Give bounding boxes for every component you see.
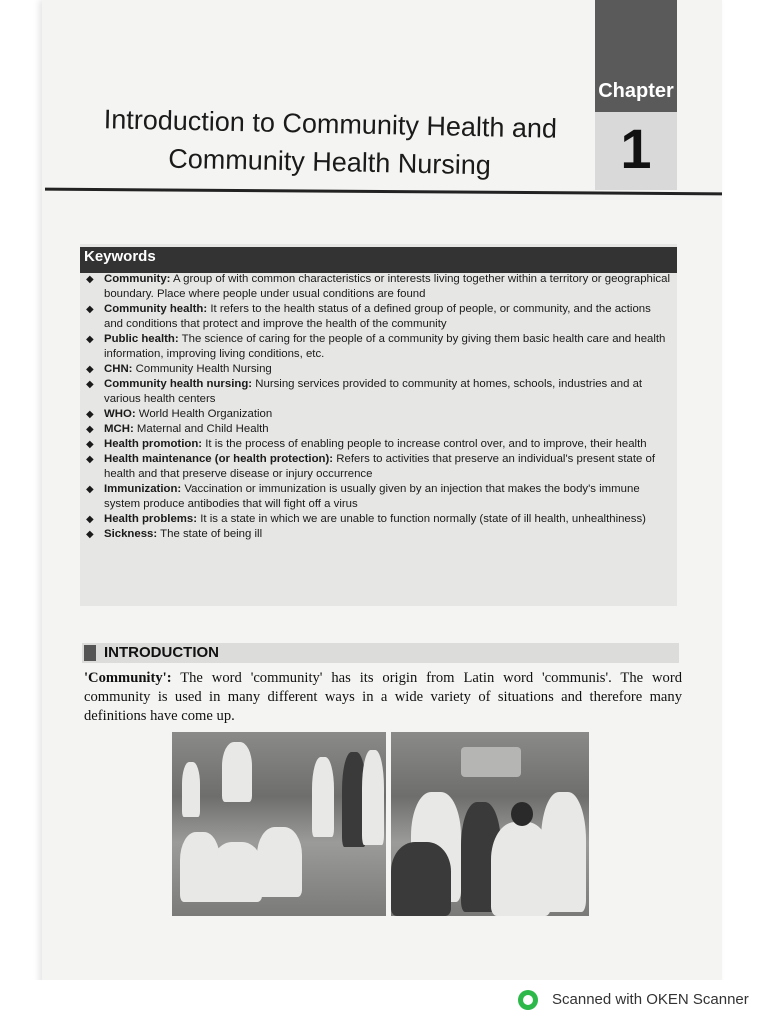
keyword-item [84, 527, 672, 542]
photo-figure [511, 802, 533, 826]
keyword-definition: Refers to activities that preserve an individual's present state of health and that preserve disease or injury occurrence [104, 453, 656, 480]
keyword-item [84, 377, 672, 407]
keyword-definition: World Health Organization [135, 408, 273, 420]
keyword-item [84, 422, 672, 437]
scanner-watermark-text: Scanned with OKEN Scanner [552, 991, 749, 1008]
diamond-bullet-icon: ◆ [86, 334, 94, 345]
keyword-item [84, 407, 672, 422]
keyword-definition: It is the process of enabling people to increase control over, and to improve, their health [202, 438, 647, 450]
keywords-list [84, 272, 672, 542]
chapter-number: 1 [620, 117, 652, 180]
oken-scanner-logo-icon [518, 990, 538, 1010]
keyword-term: Health problems: [104, 513, 198, 525]
keyword-term: CHN: [104, 363, 133, 375]
chapter-label: Chapter [598, 80, 674, 102]
keyword-term: Sickness: [104, 528, 158, 540]
chapter-title [89, 100, 570, 186]
keyword-term: Health maintenance (or health protection): [104, 453, 334, 465]
chapter-badge [595, 0, 677, 190]
photo-figure [257, 827, 302, 897]
diamond-bullet-icon: ◆ [86, 484, 94, 495]
keyword-definition: Nursing services provided to community at homes, schools, industries and at various health centers [104, 378, 643, 405]
keyword-term: Public health: [104, 333, 179, 345]
scanner-footer [0, 980, 768, 1024]
keyword-term: Health promotion: [104, 438, 203, 450]
keyword-item [84, 452, 672, 482]
keyword-item [84, 512, 672, 527]
diamond-bullet-icon: ◆ [86, 274, 94, 285]
keyword-definition: The state of being ill [157, 528, 263, 540]
diamond-bullet-icon: ◆ [86, 364, 94, 375]
keyword-term: MCH: [104, 423, 134, 435]
keyword-term: Community health: [104, 303, 208, 315]
photo-figure [182, 762, 200, 817]
photo-figure [541, 792, 586, 912]
introduction-paragraph [84, 669, 682, 726]
keyword-definition: Maternal and Child Health [133, 423, 269, 435]
keyword-definition: It is a state in which we are unable to function normally (state of ill health, unhealthiness) [197, 513, 646, 525]
keyword-term: Community: [104, 273, 171, 285]
keyword-item [84, 302, 672, 332]
community-photo-left [172, 732, 386, 916]
photo-figure [212, 842, 262, 902]
diamond-bullet-icon: ◆ [86, 529, 94, 540]
photo-figure [461, 747, 521, 777]
keyword-definition: A group of with common characteristics or interests living together within a territory or geographical boundary. Place where people under usual conditions are found [104, 273, 670, 300]
diamond-bullet-icon: ◆ [86, 439, 94, 450]
photo-figure [222, 742, 252, 802]
photo-figure [312, 757, 334, 837]
keywords-header-bar [80, 247, 677, 273]
keyword-definition: It refers to the health status of a defined group of people, or community, and the actions and conditions that protect and improve the health of the community [104, 303, 651, 330]
introduction-body: The word 'community' has its origin from Latin word 'communis'. The word community is used in many different ways in a wide variety of situations and therefore many definitions have come up. [84, 670, 682, 724]
keyword-definition: Vaccination or immunization is usually given by an injection that makes the body's immune system produce antibodies that will fight off a virus [104, 483, 640, 510]
keyword-term: Immunization: [104, 483, 182, 495]
diamond-bullet-icon: ◆ [86, 514, 94, 525]
keywords-heading: Keywords [84, 248, 156, 265]
keyword-item [84, 482, 672, 512]
introduction-term: 'Community': [84, 670, 172, 686]
keyword-definition: The science of caring for the people of a community by giving them basic health care and health information, improving living conditions, etc. [104, 333, 666, 360]
keyword-term: Community health nursing: [104, 378, 253, 390]
keyword-item [84, 272, 672, 302]
community-photo-right [391, 732, 589, 916]
keyword-item [84, 437, 672, 452]
introduction-heading: INTRODUCTION [104, 644, 219, 661]
photo-figure [362, 750, 384, 845]
photo-figure [391, 842, 451, 916]
section-marker-icon [84, 645, 96, 661]
diamond-bullet-icon: ◆ [86, 379, 94, 390]
diamond-bullet-icon: ◆ [86, 409, 94, 420]
chapter-title-line-2: Community Health Nursing [168, 143, 492, 181]
diamond-bullet-icon: ◆ [86, 454, 94, 465]
chapter-title-line-1: Introduction to Community Health and [103, 104, 558, 144]
keyword-definition: Community Health Nursing [132, 363, 272, 375]
keyword-item [84, 362, 672, 377]
keyword-item [84, 332, 672, 362]
diamond-bullet-icon: ◆ [86, 304, 94, 315]
keyword-term: WHO: [104, 408, 136, 420]
diamond-bullet-icon: ◆ [86, 424, 94, 435]
